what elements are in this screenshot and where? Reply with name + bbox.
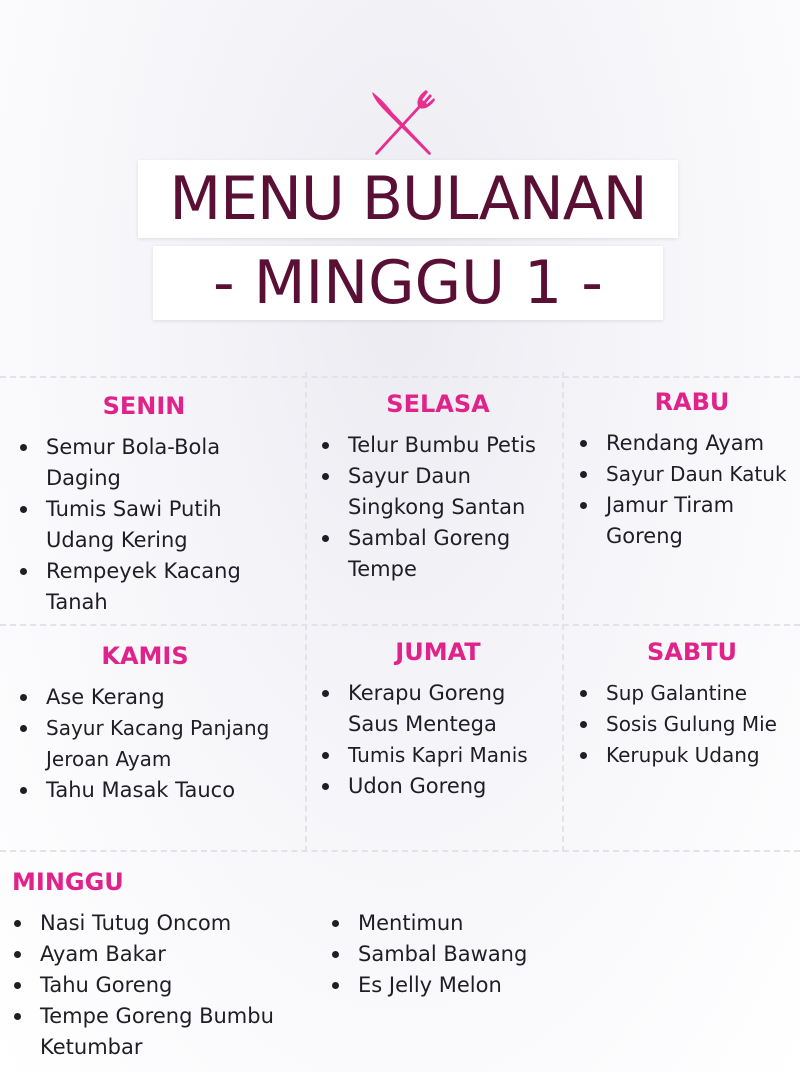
list-item: Telur Bumbu Petis <box>316 430 560 461</box>
list-item: Tahu Goreng <box>8 970 308 1001</box>
day-card-selasa <box>316 388 560 585</box>
list-item: Mentimun <box>326 908 626 939</box>
list-item: Tempe Goreng Bumbu Ketumbar <box>8 1001 300 1063</box>
day-title-minggu: MINGGU <box>12 868 124 896</box>
list-item: Sayur Daun Katuk <box>574 459 800 490</box>
menu-list <box>14 432 300 618</box>
list-item: Sup Galantine <box>574 678 800 709</box>
menu-list <box>316 430 560 585</box>
list-item: Es Jelly Melon <box>326 970 626 1001</box>
list-item: Sambal Goreng Tempe <box>316 523 538 585</box>
list-item: Semur Bola-Bola Daging <box>14 432 246 494</box>
divider <box>0 850 800 852</box>
day-title: KAMIS <box>101 642 189 670</box>
fork-knife-crossed-icon <box>368 88 436 158</box>
list-item: Tahu Masak Tauco <box>14 775 304 806</box>
list-item: Udon Goreng <box>316 771 560 802</box>
menu-list <box>316 678 560 802</box>
divider <box>0 376 800 378</box>
list-item: Kerupuk Udang <box>574 740 800 771</box>
divider <box>562 372 564 852</box>
menu-list <box>574 678 800 771</box>
list-item: Sayur Daun Singkong Santan <box>316 461 538 523</box>
list-item: Sambal Bawang <box>326 939 626 970</box>
list-item: Sayur Kacang Panjang Jeroan Ayam <box>14 713 316 775</box>
list-item: Rempeyek Kacang Tanah <box>14 556 266 618</box>
menu-list <box>14 682 304 806</box>
day-card-jumat <box>316 636 560 802</box>
day-title: JUMAT <box>395 638 481 666</box>
page-title: MENU BULANAN <box>138 160 678 238</box>
list-item: Tumis Kapri Manis <box>316 740 560 771</box>
list-item: Jamur Tiram Goreng <box>574 490 746 552</box>
day-title: SABTU <box>646 638 737 666</box>
day-card-sabtu <box>574 636 800 771</box>
day-card-kamis <box>14 640 304 806</box>
day-title: RABU <box>654 388 730 416</box>
divider <box>0 624 800 626</box>
list-item: Kerapu Goreng Saus Mentega <box>316 678 538 740</box>
list-item: Sosis Gulung Mie <box>574 709 800 740</box>
menu-list <box>574 428 800 552</box>
page-subtitle: - MINGGU 1 - <box>153 246 663 320</box>
weekly-menu-grid <box>0 372 800 852</box>
divider <box>305 372 307 852</box>
day-card-senin <box>14 390 300 618</box>
list-item: Ayam Bakar <box>8 939 308 970</box>
day-title: SENIN <box>102 392 186 420</box>
list-item: Rendang Ayam <box>574 428 800 459</box>
list-item: Nasi Tutug Oncom <box>8 908 308 939</box>
list-item: Tumis Sawi Putih Udang Kering <box>14 494 246 556</box>
list-item: Ase Kerang <box>14 682 304 713</box>
menu-list-minggu-left <box>8 908 308 1063</box>
day-title: SELASA <box>386 390 490 418</box>
day-card-rabu <box>574 386 800 552</box>
menu-list-minggu-right <box>326 908 626 1001</box>
